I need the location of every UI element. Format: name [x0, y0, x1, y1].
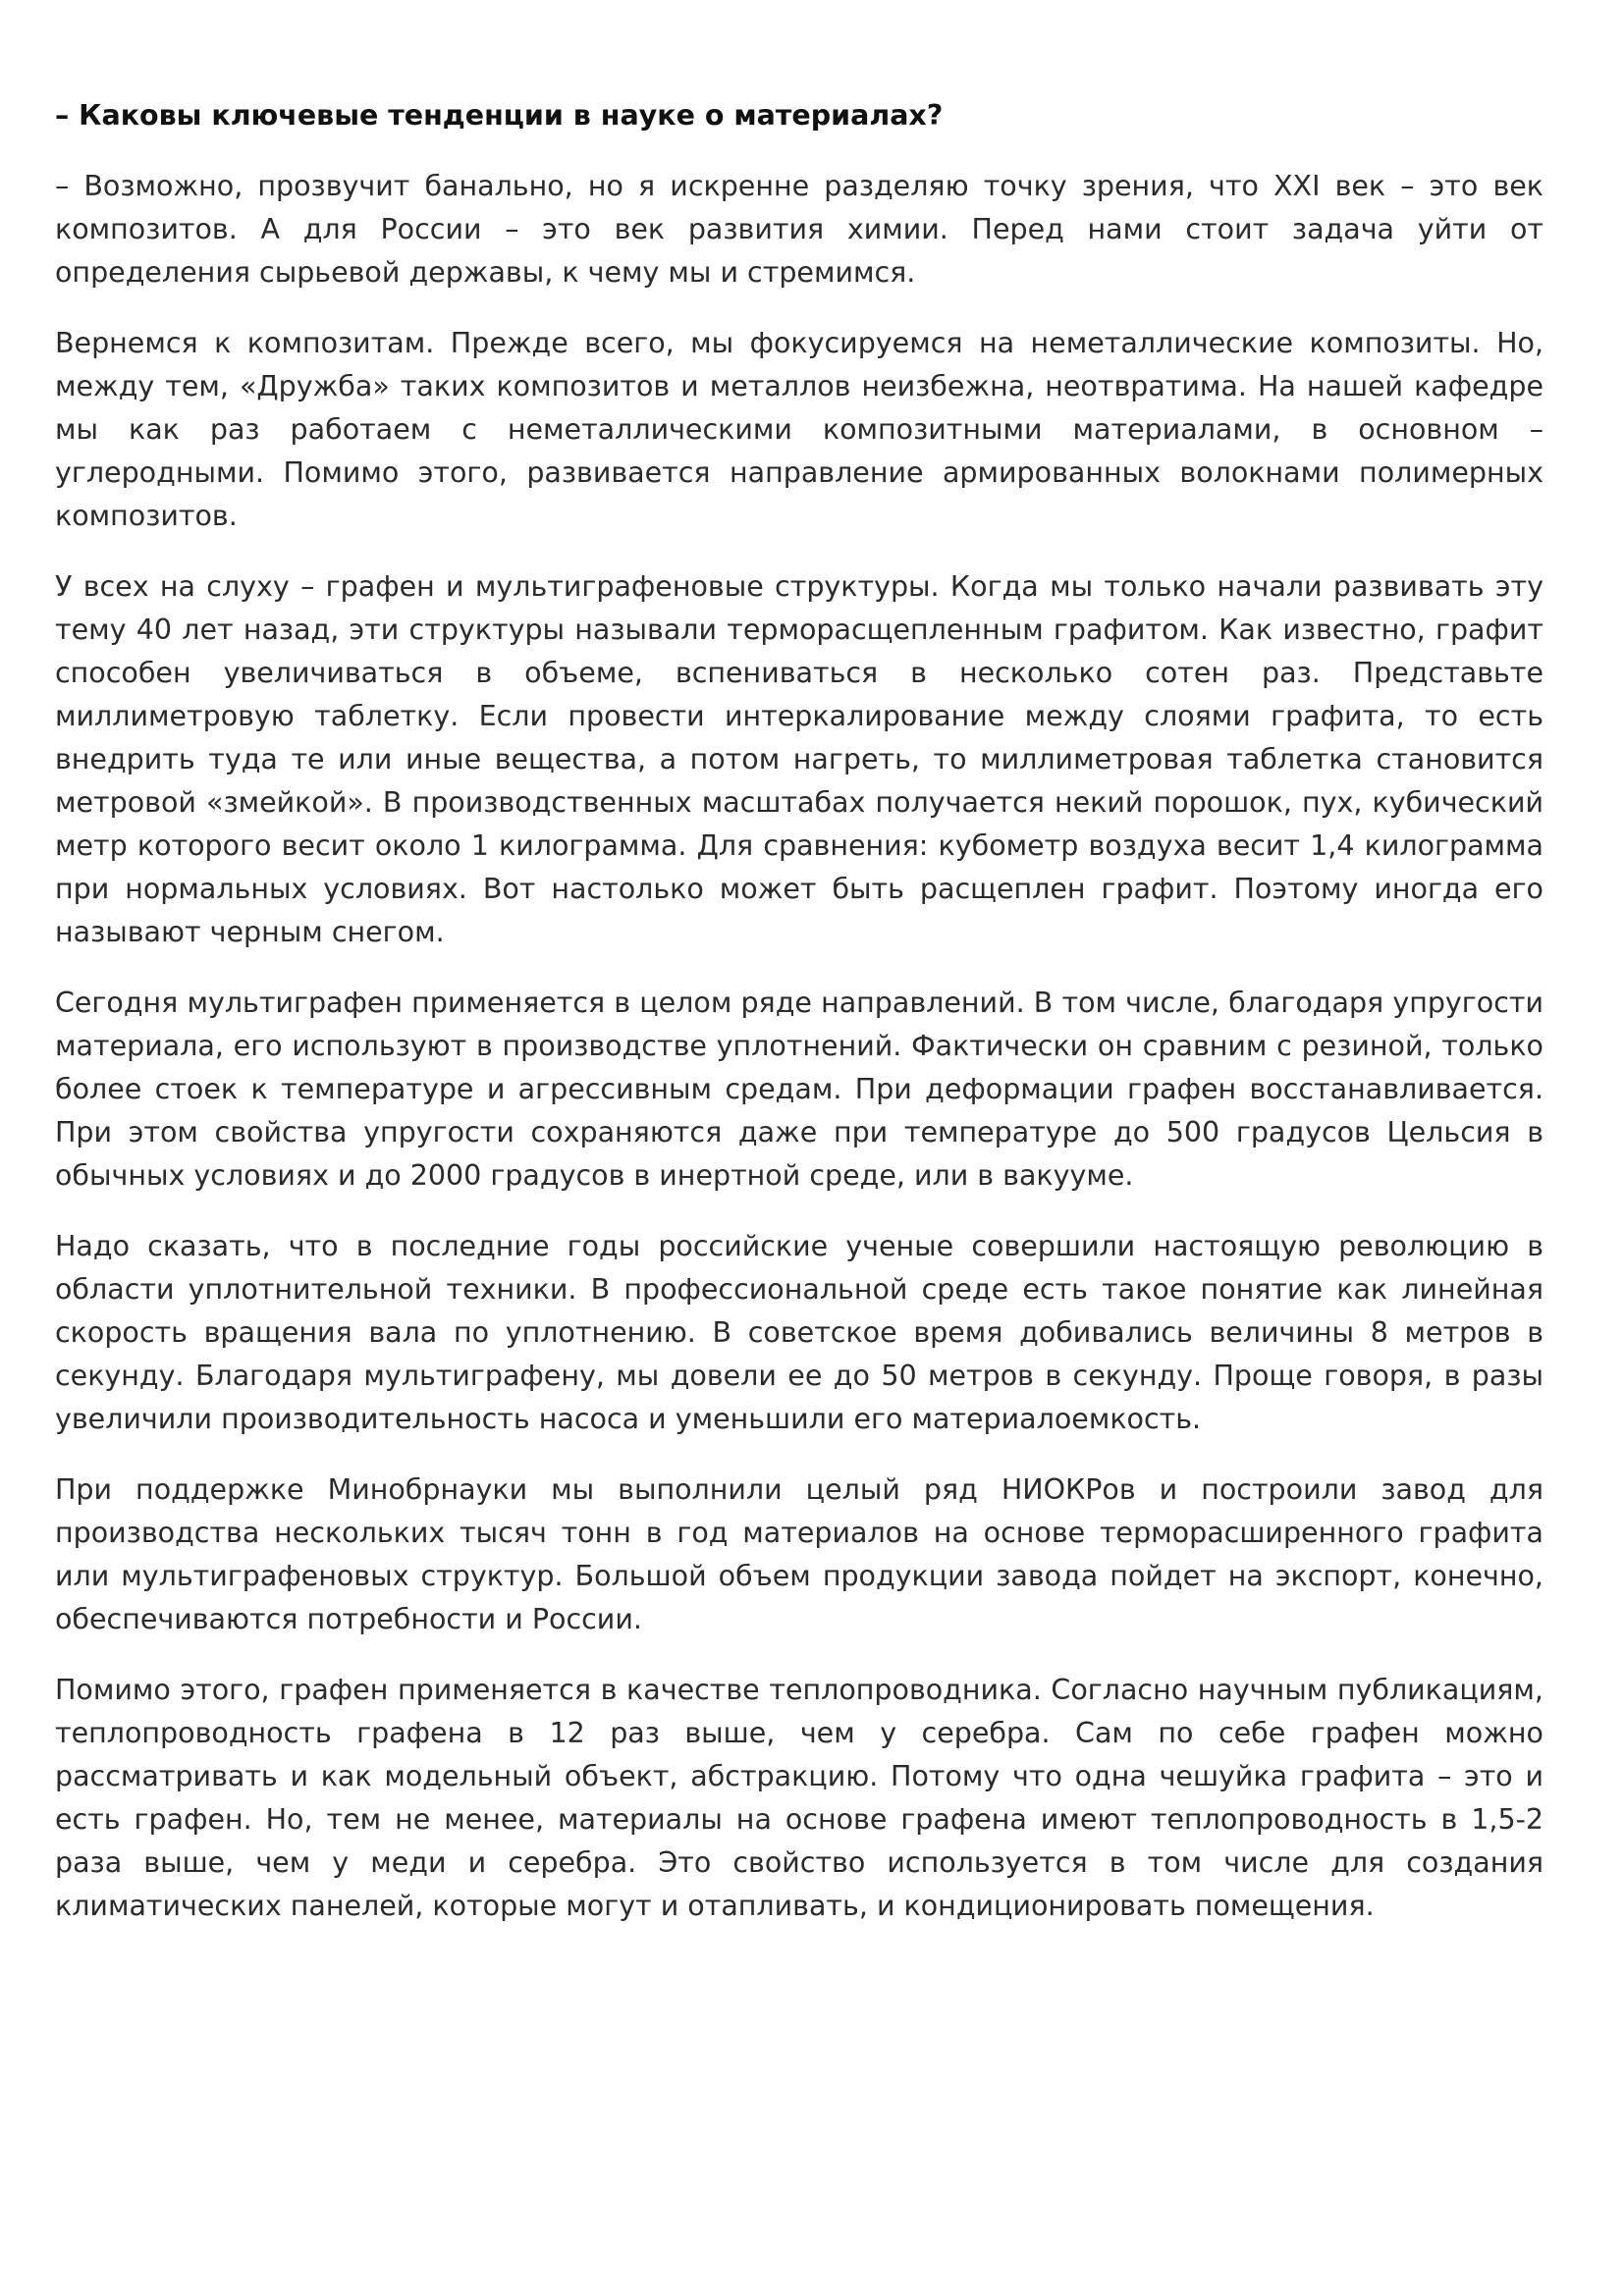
answer-paragraph-5: Надо сказать, что в последние годы российские ученые совершили настоящую революцию в области уплотнительной техники. В профессиональной среде есть такое понятие как линейная скорость вращения вала по уплотнению. В советское время добивались величины 8 метров в секунду. Благодаря мультиграфену, мы довели ее до 50 метров в секунду. Проще говоря, в разы увеличили производительность насоса и уменьшили его материалоемкость.	[55, 1230, 1543, 1435]
answer-paragraph-2: Вернемся к композитам. Прежде всего, мы фокусируемся на неметаллические композиты. Но, между тем, «Дружба» таких композитов и металлов неизбежна, неотвратима. На нашей кафедре мы как раз работаем с неметаллическими композитными материалами, в основном – углеродными. Помимо этого, развивается направление армированных волокнами полимерных композитов.	[55, 327, 1543, 532]
answer-paragraph-6: При поддержке Минобрнауки мы выполнили целый ряд НИОКРов и построили завод для производства нескольких тысяч тонн в год материалов на основе терморасширенного графита или мультиграфеновых структур. Большой объем продукции завода пойдет на экспорт, конечно, обеспечиваются потребности и России.	[55, 1473, 1543, 1635]
document-page	[55, 94, 1543, 1955]
answer-paragraph-4: Сегодня мультиграфен применяется в целом ряде направлений. В том числе, благодаря упругости материала, его используют в производстве уплотнений. Фактически он сравним с резиной, только более стоек к температуре и агрессивным средам. При деформации графен восстанавливается. При этом свойства упругости сохраняются даже при температуре до 500 градусов Цельсия в обычных условиях и до 2000 градусов в инертной среде, или в вакууме.	[55, 987, 1543, 1192]
answer-paragraph-3: У всех на слуху – графен и мультиграфеновые структуры. Когда мы только начали развивать эту тему 40 лет назад, эти структуры называли терморасщепленным графитом. Как известно, графит способен увеличиваться в объеме, вспениваться в несколько сотен раз. Представьте миллиметровую таблетку. Если провести интеркалирование между слоями графита, то есть внедрить туда те или иные вещества, а потом нагреть, то миллиметровая таблетка становится метровой «змейкой». В производственных масштабах получается некий порошок, пух, кубический метр которого весит около 1 килограмма. Для сравнения: кубометр воздуха весит 1,4 килограмма при нормальных условиях. Вот настолько может быть расщеплен графит. Поэтому иногда его называют черным снегом.	[55, 570, 1543, 948]
answer-paragraph-1: – Возможно, прозвучит банально, но я искренне разделяю точку зрения, что XXI век – это век композитов. А для России – это век развития химии. Перед нами стоит задача уйти от определения сырьевой державы, к чему мы и стремимся.	[55, 170, 1543, 289]
answer-paragraph-7: Помимо этого, графен применяется в качестве теплопроводника. Согласно научным публикациям, теплопроводность графена в 12 раз выше, чем у серебра. Сам по себе графен можно рассматривать и как модельный объект, абстракцию. Потому что одна чешуйка графита – это и есть графен. Но, тем не менее, материалы на основе графена имеют теплопроводность в 1,5-2 раза выше, чем у меди и серебра. Это свойство используется в том числе для создания климатических панелей, которые могут и отапливать, и кондиционировать помещения.	[55, 1674, 1543, 1922]
interview-question: – Каковы ключевые тенденции в науке о материалах?	[55, 99, 944, 132]
